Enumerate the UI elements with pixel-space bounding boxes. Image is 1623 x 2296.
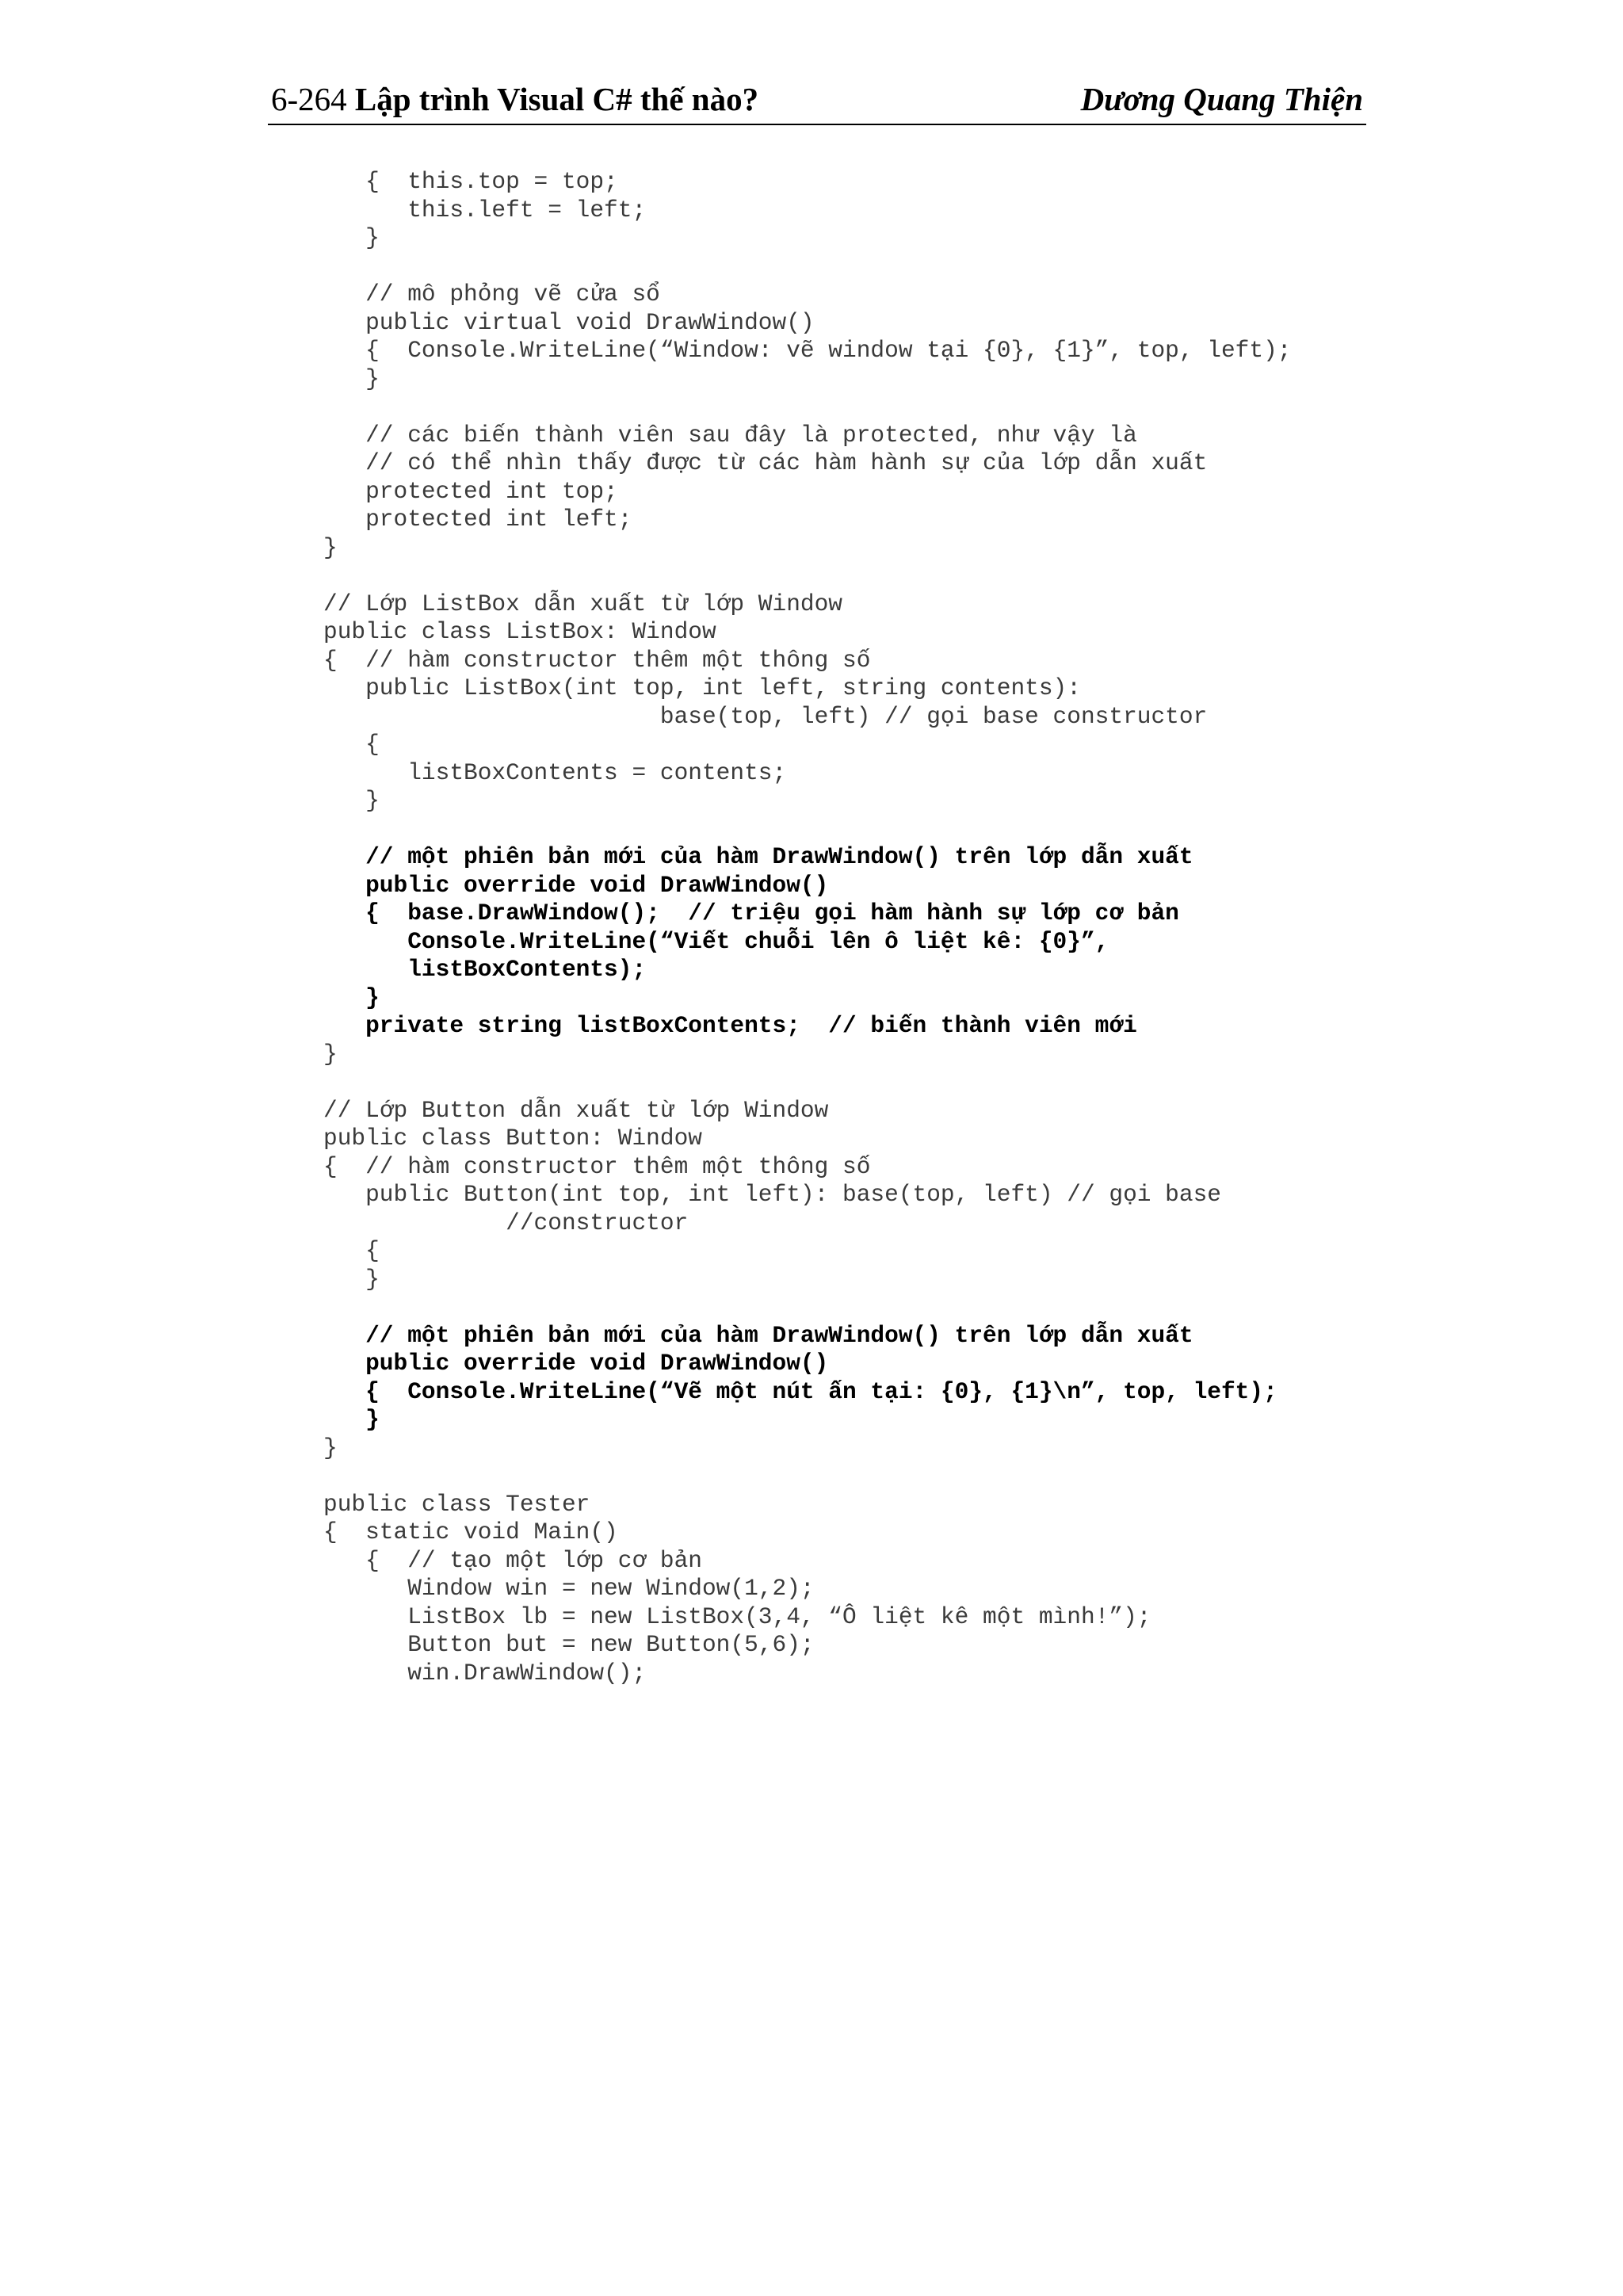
code-line: listBoxContents);: [323, 956, 647, 983]
code-line: public class Tester: [323, 1490, 590, 1518]
code-line: protected int top;: [323, 477, 618, 505]
code-line: [323, 816, 1369, 844]
code-line: public class Button: Window: [323, 1125, 702, 1152]
code-line: private string listBoxContents; // biến thành viên mới: [323, 1012, 1137, 1039]
code-line: public override void DrawWindow(): [323, 871, 829, 899]
code-line: { base.DrawWindow(); // triệu gọi hàm hành sự lớp cơ bản: [323, 900, 1179, 926]
code-line: // một phiên bản mới của hàm DrawWindow() trên lớp dẫn xuất: [323, 1321, 1193, 1349]
page-number: 6-264: [271, 81, 347, 117]
code-line: Window win = new Window(1,2);: [323, 1575, 815, 1602]
header-divider: [268, 124, 1366, 125]
code-line: // Lớp Button dẫn xuất từ lớp Window: [323, 1096, 829, 1124]
code-line: { static void Main(): [323, 1519, 618, 1545]
header-left: [271, 76, 758, 122]
code-line: Console.WriteLine(“Viết chuỗi lên ô liệt kê: {0}”,: [323, 927, 1109, 955]
code-line: {: [323, 1237, 380, 1264]
code-line: }: [323, 1265, 380, 1293]
code-line: [323, 1293, 1369, 1322]
author-name: Dương Quang Thiện: [1080, 81, 1363, 117]
code-line: protected int left;: [323, 506, 632, 533]
code-line: [323, 1068, 1369, 1097]
code-line: { this.top = top;: [323, 168, 618, 195]
code-line: public virtual void DrawWindow(): [323, 308, 815, 336]
code-line: // có thể nhìn thấy được từ các hàm hành sự của lớp dẫn xuất: [323, 449, 1208, 476]
code-line: [323, 1462, 1369, 1491]
code-line: // mô phỏng vẽ cửa sổ: [323, 281, 660, 308]
code-line: { // hàm constructor thêm một thông số: [323, 1152, 871, 1180]
code-line: base(top, left) // gọi base constructor: [323, 702, 1208, 730]
code-line: }: [323, 224, 380, 251]
code-line: [323, 562, 1369, 590]
code-line: win.DrawWindow();: [323, 1659, 647, 1687]
code-listing: [323, 168, 1369, 1687]
code-line: { Console.WriteLine(“Window: vẽ window tại {0}, {1}”, top, left);: [323, 337, 1292, 364]
code-line: }: [323, 787, 380, 814]
code-line: public ListBox(int top, int left, string contents):: [323, 674, 1081, 701]
code-line: this.left = left;: [323, 196, 647, 223]
code-line: // một phiên bản mới của hàm DrawWindow() trên lớp dẫn xuất: [323, 843, 1193, 870]
code-line: }: [323, 984, 380, 1011]
code-line: }: [323, 365, 380, 392]
code-line: public Button(int top, int left): base(top, left) // gọi base: [323, 1181, 1221, 1208]
code-line: // các biến thành viên sau đây là protected, như vậy là: [323, 421, 1137, 449]
code-line: }: [323, 1434, 338, 1461]
code-line: { // hàm constructor thêm một thông số: [323, 646, 871, 674]
code-line: }: [323, 1406, 380, 1433]
code-line: public class ListBox: Window: [323, 618, 716, 645]
code-line: //constructor: [323, 1209, 689, 1236]
code-line: listBoxContents = contents;: [323, 758, 787, 786]
code-line: }: [323, 533, 338, 561]
code-line: public override void DrawWindow(): [323, 1350, 829, 1377]
code-line: // Lớp ListBox dẫn xuất từ lớp Window: [323, 590, 843, 617]
code-line: {: [323, 731, 380, 758]
code-line: [323, 393, 1369, 422]
code-line: { // tạo một lớp cơ bản: [323, 1546, 702, 1574]
page-header: [271, 76, 1363, 122]
code-line: Button but = new Button(5,6);: [323, 1631, 815, 1658]
code-line: [323, 253, 1369, 281]
code-line: }: [323, 1040, 338, 1068]
code-line: { Console.WriteLine(“Vẽ một nút ấn tại: {0}, {1}\n”, top, left);: [323, 1377, 1277, 1405]
code-line: ListBox lb = new ListBox(3,4, “Ô liệt kê một mình!”);: [323, 1603, 1151, 1630]
book-title: Lập trình Visual C# thế nào?: [354, 81, 759, 117]
